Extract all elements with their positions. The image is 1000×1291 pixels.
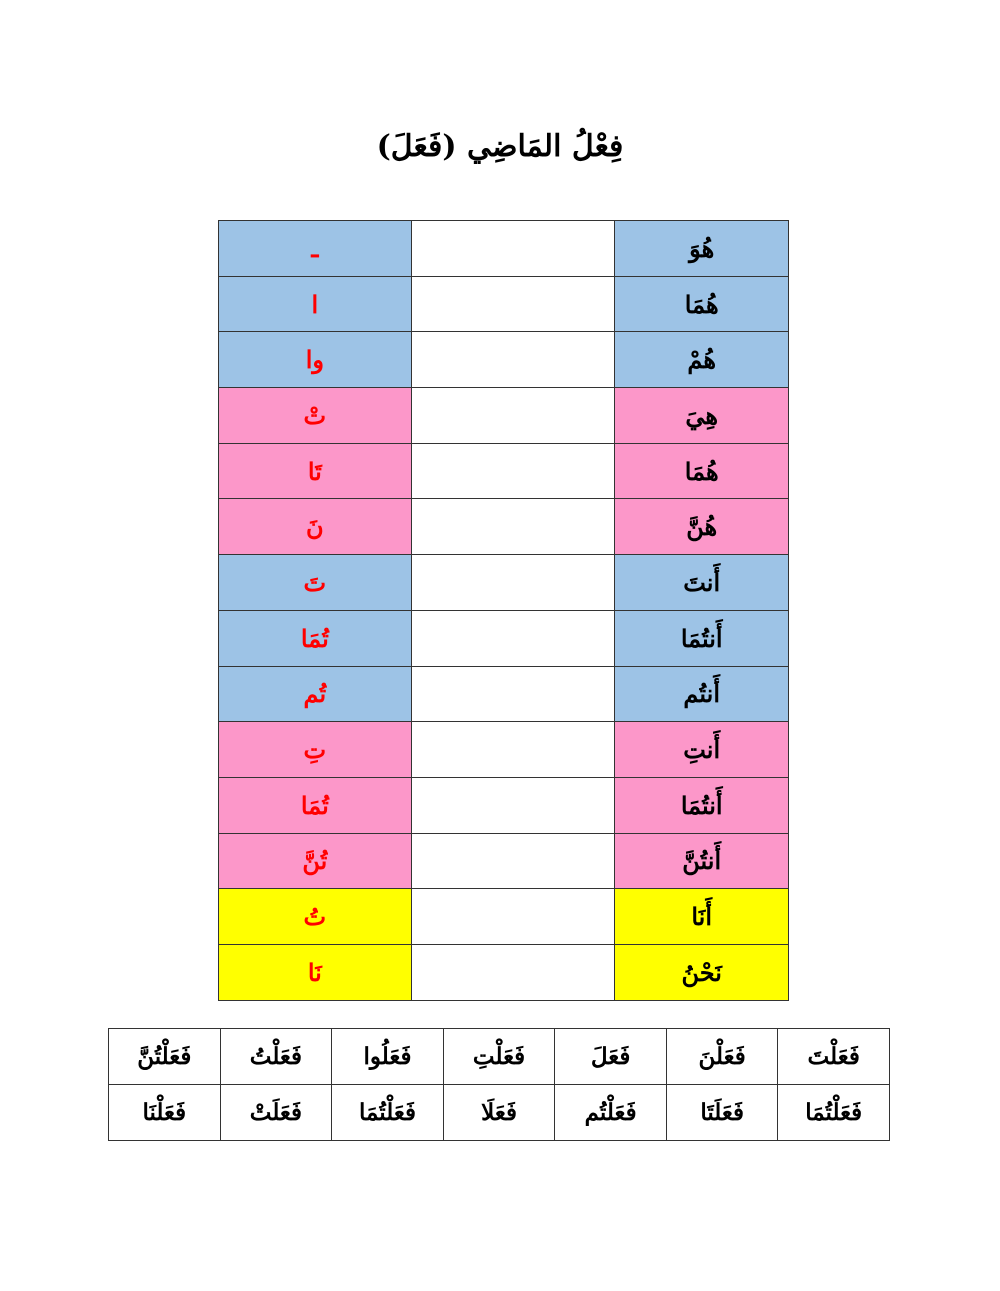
- ending-cell: ا: [219, 276, 412, 332]
- answer-cell[interactable]: [411, 833, 615, 889]
- ending-cell: تَا: [219, 443, 412, 499]
- answer-cell[interactable]: [411, 388, 615, 444]
- word-bank-item[interactable]: فَعَلْتُم: [555, 1085, 667, 1141]
- word-bank-item[interactable]: فَعَلْتُمَا: [332, 1085, 444, 1141]
- word-bank-item[interactable]: فَعَلْتُمَا: [778, 1085, 890, 1141]
- word-bank-item[interactable]: فَعَلَا: [443, 1085, 555, 1141]
- pronoun-cell: نَحْنُ: [615, 944, 789, 1000]
- ending-cell: تُ: [219, 889, 412, 945]
- answer-cell[interactable]: [411, 221, 615, 277]
- answer-cell[interactable]: [411, 944, 615, 1000]
- ending-cell: وا: [219, 332, 412, 388]
- word-bank-row: [109, 1029, 890, 1085]
- pronoun-cell: هُوَ: [615, 221, 789, 277]
- word-bank-table: [108, 1028, 890, 1141]
- answer-cell[interactable]: [411, 443, 615, 499]
- table-row: [219, 555, 789, 611]
- ending-cell: ـ: [219, 221, 412, 277]
- word-bank-item[interactable]: فَعَلْتُنَّ: [109, 1029, 221, 1085]
- word-bank-row: [109, 1085, 890, 1141]
- answer-cell[interactable]: [411, 555, 615, 611]
- conjugation-table: [218, 220, 789, 1001]
- word-bank-item[interactable]: فَعَلْتَ: [778, 1029, 890, 1085]
- pronoun-cell: هُمْ: [615, 332, 789, 388]
- answer-cell[interactable]: [411, 276, 615, 332]
- table-row: [219, 833, 789, 889]
- table-row: [219, 889, 789, 945]
- word-bank-item[interactable]: فَعَلُوا: [332, 1029, 444, 1085]
- ending-cell: نَ: [219, 499, 412, 555]
- ending-cell: تُمَا: [219, 777, 412, 833]
- word-bank-item[interactable]: فَعَلْنَ: [666, 1029, 778, 1085]
- ending-cell: تْ: [219, 388, 412, 444]
- pronoun-cell: أَنتُمَا: [615, 777, 789, 833]
- ending-cell: تُم: [219, 666, 412, 722]
- word-bank-item[interactable]: فَعَلْنَا: [109, 1085, 221, 1141]
- table-row: [219, 499, 789, 555]
- table-row: [219, 276, 789, 332]
- answer-cell[interactable]: [411, 610, 615, 666]
- ending-cell: تِ: [219, 722, 412, 778]
- ending-cell: تُمَا: [219, 610, 412, 666]
- pronoun-cell: هِيَ: [615, 388, 789, 444]
- answer-cell[interactable]: [411, 777, 615, 833]
- word-bank-item[interactable]: فَعَلَتَا: [666, 1085, 778, 1141]
- answer-cell[interactable]: [411, 499, 615, 555]
- word-bank-item[interactable]: فَعَلَ: [555, 1029, 667, 1085]
- page-title: فِعْلُ المَاضِي (فَعَلَ): [376, 129, 624, 164]
- answer-cell[interactable]: [411, 889, 615, 945]
- table-row: [219, 443, 789, 499]
- pronoun-cell: هُمَا: [615, 443, 789, 499]
- table-row: [219, 944, 789, 1000]
- answer-cell[interactable]: [411, 722, 615, 778]
- word-bank-item[interactable]: فَعَلَتْ: [220, 1085, 332, 1141]
- word-bank-item[interactable]: فَعَلْتِ: [443, 1029, 555, 1085]
- ending-cell: نَا: [219, 944, 412, 1000]
- pronoun-cell: أَنتَ: [615, 555, 789, 611]
- word-bank-item[interactable]: فَعَلْتُ: [220, 1029, 332, 1085]
- pronoun-cell: أَنتُنَّ: [615, 833, 789, 889]
- answer-cell[interactable]: [411, 332, 615, 388]
- ending-cell: تُنَّ: [219, 833, 412, 889]
- table-row: [219, 610, 789, 666]
- answer-cell[interactable]: [411, 666, 615, 722]
- table-row: [219, 777, 789, 833]
- pronoun-cell: أَنتُمَا: [615, 610, 789, 666]
- table-row: [219, 332, 789, 388]
- table-row: [219, 666, 789, 722]
- pronoun-cell: أَنتِ: [615, 722, 789, 778]
- table-row: [219, 722, 789, 778]
- pronoun-cell: أَنتُم: [615, 666, 789, 722]
- table-row: [219, 388, 789, 444]
- pronoun-cell: أَنَا: [615, 889, 789, 945]
- pronoun-cell: هُنَّ: [615, 499, 789, 555]
- ending-cell: تَ: [219, 555, 412, 611]
- pronoun-cell: هُمَا: [615, 276, 789, 332]
- table-row: [219, 221, 789, 277]
